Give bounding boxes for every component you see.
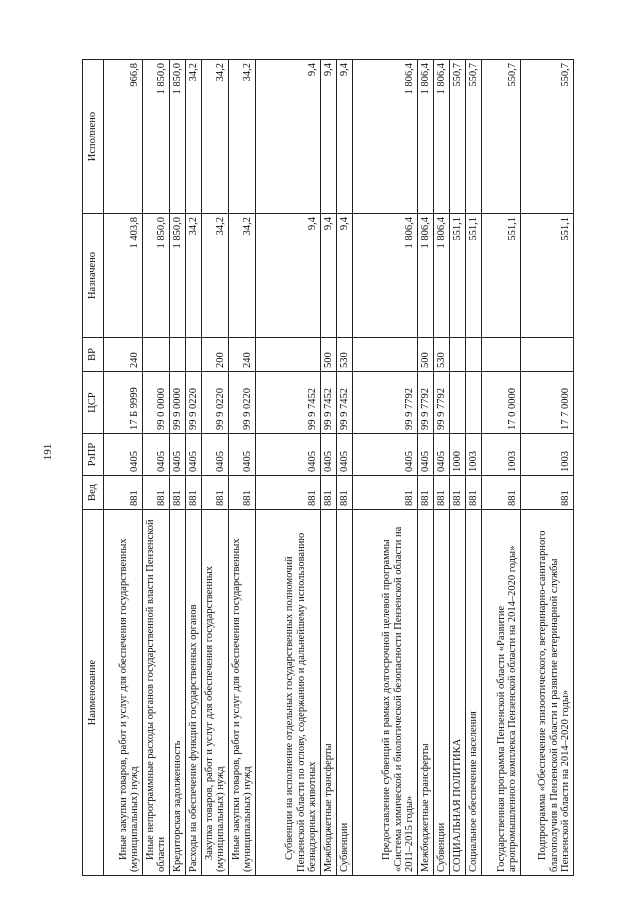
row-name: Иные непрограммные расходы органов государственной власти Пензенской области (143, 510, 170, 876)
row-ved: 881 (202, 476, 229, 510)
row-assigned: 551,1 (482, 214, 521, 338)
table-header-row (83, 60, 104, 876)
row-name: Подпрограмма «Обеспечение эпизоотического, ветеринарно-санитарного благополучия в Пензенской области и развитие ветеринарной службы Пензенской области на 2014–2020 годы» (521, 510, 574, 876)
row-csr: 17 Б 9999 (104, 372, 143, 434)
row-executed: 966,8 (104, 60, 143, 214)
table-row (450, 60, 466, 876)
row-assigned: 1 850,0 (143, 214, 170, 338)
row-csr (450, 372, 466, 434)
row-executed: 550,7 (450, 60, 466, 214)
row-executed: 9,4 (256, 60, 321, 214)
budget-table (82, 59, 574, 876)
table-row (229, 60, 256, 876)
row-name: СОЦИАЛЬНАЯ ПОЛИТИКА (450, 510, 466, 876)
row-ved: 881 (337, 476, 353, 510)
row-executed: 34,2 (202, 60, 229, 214)
row-executed: 34,2 (229, 60, 256, 214)
row-csr: 99 9 7452 (321, 372, 337, 434)
table-row (482, 60, 521, 876)
row-ved: 881 (321, 476, 337, 510)
row-rzpr: 0405 (337, 434, 353, 476)
row-ved: 881 (256, 476, 321, 510)
row-assigned: 9,4 (256, 214, 321, 338)
row-rzpr: 0405 (353, 434, 418, 476)
row-vr (521, 338, 574, 372)
row-rzpr: 0405 (256, 434, 321, 476)
row-name: Закупка товаров, работ и услуг для обеспечения государственных (муниципальных) нужд (202, 510, 229, 876)
row-vr (256, 338, 321, 372)
page-number: 191 (42, 443, 54, 461)
row-assigned: 1 806,4 (418, 214, 434, 338)
row-ved: 881 (353, 476, 418, 510)
row-ved: 881 (229, 476, 256, 510)
table-row (466, 60, 482, 876)
row-rzpr: 1003 (521, 434, 574, 476)
row-rzpr: 1000 (450, 434, 466, 476)
row-csr: 99 0 0000 (143, 372, 170, 434)
row-csr: 99 9 0220 (229, 372, 256, 434)
row-vr (186, 338, 202, 372)
row-assigned: 551,1 (521, 214, 574, 338)
row-rzpr: 0405 (321, 434, 337, 476)
row-rzpr: 0405 (170, 434, 186, 476)
row-csr: 17 0 0000 (482, 372, 521, 434)
row-assigned: 34,2 (229, 214, 256, 338)
row-executed: 1 806,4 (353, 60, 418, 214)
row-vr: 500 (321, 338, 337, 372)
table-row (418, 60, 434, 876)
table-row (256, 60, 321, 876)
row-ved: 881 (521, 476, 574, 510)
row-csr: 99 9 7452 (256, 372, 321, 434)
row-assigned: 1 806,4 (353, 214, 418, 338)
row-rzpr: 0405 (434, 434, 450, 476)
row-executed: 550,7 (521, 60, 574, 214)
row-csr: 99 9 0000 (170, 372, 186, 434)
row-executed: 1 850,0 (170, 60, 186, 214)
row-assigned: 551,1 (450, 214, 466, 338)
row-executed: 1 806,4 (418, 60, 434, 214)
row-executed: 1 806,4 (434, 60, 450, 214)
table-row (321, 60, 337, 876)
table-row (521, 60, 574, 876)
row-ved: 881 (170, 476, 186, 510)
row-assigned: 551,1 (466, 214, 482, 338)
row-assigned: 1 403,8 (104, 214, 143, 338)
row-assigned: 1 806,4 (434, 214, 450, 338)
row-ved: 881 (482, 476, 521, 510)
rotated-table-wrapper (82, 60, 590, 876)
header-name: Наименование (83, 510, 104, 876)
row-rzpr: 0405 (202, 434, 229, 476)
row-ved: 881 (143, 476, 170, 510)
header-assigned: Назначено (83, 214, 104, 338)
row-executed: 9,4 (337, 60, 353, 214)
row-rzpr: 0405 (143, 434, 170, 476)
row-vr (170, 338, 186, 372)
row-assigned: 34,2 (202, 214, 229, 338)
row-csr: 99 9 7792 (418, 372, 434, 434)
row-vr (353, 338, 418, 372)
row-executed: 1 850,0 (143, 60, 170, 214)
row-name: Межбюджетные трансферты (418, 510, 434, 876)
row-rzpr: 0405 (104, 434, 143, 476)
row-csr: 99 9 7792 (353, 372, 418, 434)
row-csr (466, 372, 482, 434)
row-csr: 99 9 0220 (202, 372, 229, 434)
header-executed: Исполнено (83, 60, 104, 214)
row-name: Иные закупки товаров, работ и услуг для обеспечения государственных (муниципальных) нужд (104, 510, 143, 876)
row-vr: 200 (202, 338, 229, 372)
row-name: Расходы на обеспечение функций государственных органов (186, 510, 202, 876)
row-vr (143, 338, 170, 372)
row-assigned: 1 850,0 (170, 214, 186, 338)
row-vr (482, 338, 521, 372)
table-row (353, 60, 418, 876)
row-vr: 530 (337, 338, 353, 372)
row-assigned: 9,4 (337, 214, 353, 338)
table-row (104, 60, 143, 876)
row-rzpr: 0405 (418, 434, 434, 476)
row-csr: 99 9 7792 (434, 372, 450, 434)
row-rzpr: 1003 (482, 434, 521, 476)
header-vr: ВР (83, 338, 104, 372)
header-csr: ЦСР (83, 372, 104, 434)
row-ved: 881 (104, 476, 143, 510)
row-executed: 550,7 (466, 60, 482, 214)
row-ved: 881 (434, 476, 450, 510)
row-rzpr: 1003 (466, 434, 482, 476)
row-name: Субвенции (434, 510, 450, 876)
table-row (202, 60, 229, 876)
row-vr: 500 (418, 338, 434, 372)
header-ved: Вед (83, 476, 104, 510)
row-vr (466, 338, 482, 372)
row-ved: 881 (466, 476, 482, 510)
row-vr: 530 (434, 338, 450, 372)
row-ved: 881 (186, 476, 202, 510)
row-csr: 99 9 0220 (186, 372, 202, 434)
table-row (186, 60, 202, 876)
row-executed: 34,2 (186, 60, 202, 214)
row-name: Субвенции на исполнение отдельных государственных полномочий Пензенской области по отлову, содержанию и дальнейшему использованию безнадзорных животных (256, 510, 321, 876)
row-csr: 17 7 0000 (521, 372, 574, 434)
table-row (337, 60, 353, 876)
row-executed: 550,7 (482, 60, 521, 214)
row-ved: 881 (418, 476, 434, 510)
row-name: Субвенции (337, 510, 353, 876)
row-vr: 240 (229, 338, 256, 372)
row-vr (450, 338, 466, 372)
row-executed: 9,4 (321, 60, 337, 214)
row-name: Социальное обеспечение населения (466, 510, 482, 876)
row-name: Государственная программа Пензенской области «Развитие агропромышленного комплекса Пензенской области на 2014–2020 годы» (482, 510, 521, 876)
row-vr: 240 (104, 338, 143, 372)
row-assigned: 34,2 (186, 214, 202, 338)
row-name: Иные закупки товаров, работ и услуг для обеспечения государственных (муниципальных) нужд (229, 510, 256, 876)
row-name: Предоставление субвенций в рамках долгосрочной целевой программы «Система химической и биологической безопасности Пензенской области на 2011–2015 годы» (353, 510, 418, 876)
row-name: Кредиторская задолженность (170, 510, 186, 876)
table-row (434, 60, 450, 876)
row-ved: 881 (450, 476, 466, 510)
row-rzpr: 0405 (229, 434, 256, 476)
row-name: Межбюджетные трансферты (321, 510, 337, 876)
header-rzpr: РзПР (83, 434, 104, 476)
row-csr: 99 9 7452 (337, 372, 353, 434)
table-row (170, 60, 186, 876)
row-rzpr: 0405 (186, 434, 202, 476)
table-row (143, 60, 170, 876)
row-assigned: 9,4 (321, 214, 337, 338)
